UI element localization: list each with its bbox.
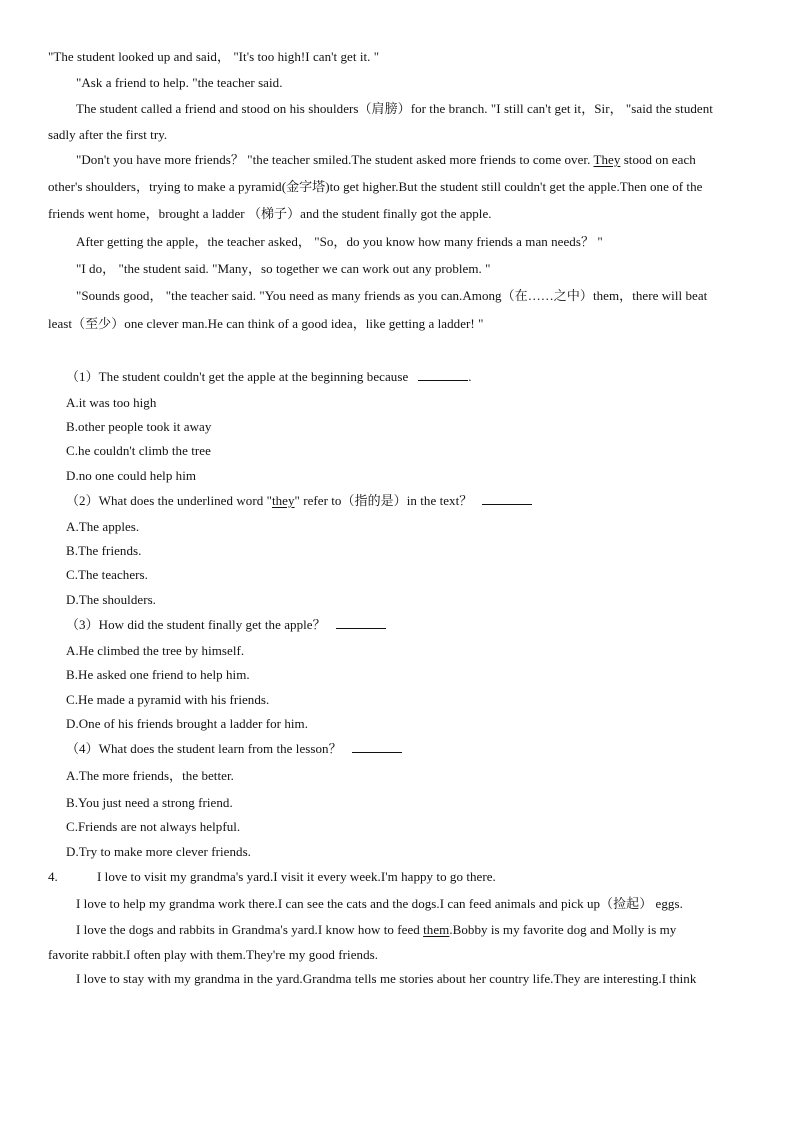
question-1-option-c: C.he couldn't climb the tree (66, 443, 211, 458)
passage-line-1: "The student looked up and said， "It's too high!I can't get it. " (48, 49, 380, 64)
underlined-word-them: them (423, 922, 450, 937)
section-4-line-4: favorite rabbit.I often play with them.They're my good friends. (48, 947, 379, 962)
question-2-option-d: D.The shoulders. (66, 592, 156, 607)
section-4-line-5: I love to stay with my grandma in the yard.Grandma tells me stories about her country life.They are interesting.I think (76, 971, 697, 986)
passage-line-6: other's shoulders，trying to make a pyramid(金字塔)to get higher.But the student still couldn't get the apple.Then one of the (48, 179, 703, 194)
section-4-number: 4. (48, 869, 58, 884)
passage-line-3: The student called a friend and stood on his shoulders（肩膀）for the branch. "I still can't get it，Sir， "said the student (76, 101, 713, 116)
question-1-text: （1）The student couldn't get the apple at the beginning because (66, 369, 409, 384)
question-1-option-a: A.it was too high (66, 395, 157, 410)
question-4-option-c: C.Friends are not always helpful. (66, 819, 241, 834)
passage-line-2: "Ask a friend to help. "the teacher said. (76, 75, 283, 90)
question-3-option-a: A.He climbed the tree by himself. (66, 643, 245, 658)
question-3-text: （3）How did the student finally get the apple？ (66, 617, 326, 632)
question-1-stem (66, 368, 472, 386)
answer-blank-3[interactable] (336, 617, 386, 629)
passage-line-5-post: stood on each (620, 152, 696, 167)
answer-blank-4[interactable] (352, 741, 402, 753)
question-2-option-c: C.The teachers. (66, 567, 148, 582)
passage-line-7: friends went home，brought a ladder （梯子）and the student finally got the apple. (48, 206, 492, 221)
question-2-option-b: B.The friends. (66, 543, 142, 558)
passage-line-10: "Sounds good， "the teacher said. "You need as many friends as you can.Among（在……之中）them，there will beat (76, 288, 708, 303)
passage-line-5 (76, 151, 696, 169)
question-2-underlined-word: they (271, 493, 295, 508)
section-4-line-3-post: .Bobby is my favorite dog and Molly is my (449, 922, 677, 937)
question-2-text-post: " refer to（指的是）in the text？ (294, 493, 473, 508)
passage-line-11: least（至少）one clever man.He can think of a good idea，like getting a ladder! " (48, 316, 484, 331)
question-2-option-a: A.The apples. (66, 519, 140, 534)
question-2-stem (66, 492, 532, 510)
question-3-option-b: B.He asked one friend to help him. (66, 667, 250, 682)
question-4-option-d: D.Try to make more clever friends. (66, 844, 251, 859)
section-4-line-3 (76, 921, 676, 939)
answer-blank-2[interactable] (482, 493, 532, 505)
question-1-option-d: D.no one could help him (66, 468, 197, 483)
answer-blank-1[interactable] (418, 369, 468, 381)
passage-line-5-pre: "Don't you have more friends？ "the teacher smiled.The student asked more friends to come over. (76, 152, 594, 167)
question-2-text-pre: （2）What does the underlined word " (66, 493, 272, 508)
underlined-word-they: They (593, 152, 621, 167)
question-4-stem (66, 740, 402, 758)
question-1-period: . (468, 369, 472, 384)
question-4-text: （4）What does the student learn from the lesson？ (66, 741, 342, 756)
question-4-option-b: B.You just need a strong friend. (66, 795, 233, 810)
passage-line-9: "I do， "the student said. "Many，so together we can work out any problem. " (76, 261, 491, 276)
section-4-line-3-pre: I love the dogs and rabbits in Grandma's yard.I know how to feed (76, 922, 424, 937)
section-4-line-1: I love to visit my grandma's yard.I visit it every week.I'm happy to go there. (97, 869, 496, 884)
question-4-option-a: A.The more friends，the better. (66, 768, 234, 783)
passage-line-4: sadly after the first try. (48, 127, 168, 142)
section-4-line-2: I love to help my grandma work there.I can see the cats and the dogs.I can feed animals and pick up（捡起） eggs. (76, 896, 683, 911)
question-1-option-b: B.other people took it away (66, 419, 212, 434)
question-3-stem (66, 616, 386, 634)
question-3-option-d: D.One of his friends brought a ladder for him. (66, 716, 309, 731)
passage-line-8: After getting the apple，the teacher asked， "So，do you know how many friends a man needs？ " (76, 234, 603, 249)
question-3-option-c: C.He made a pyramid with his friends. (66, 692, 270, 707)
